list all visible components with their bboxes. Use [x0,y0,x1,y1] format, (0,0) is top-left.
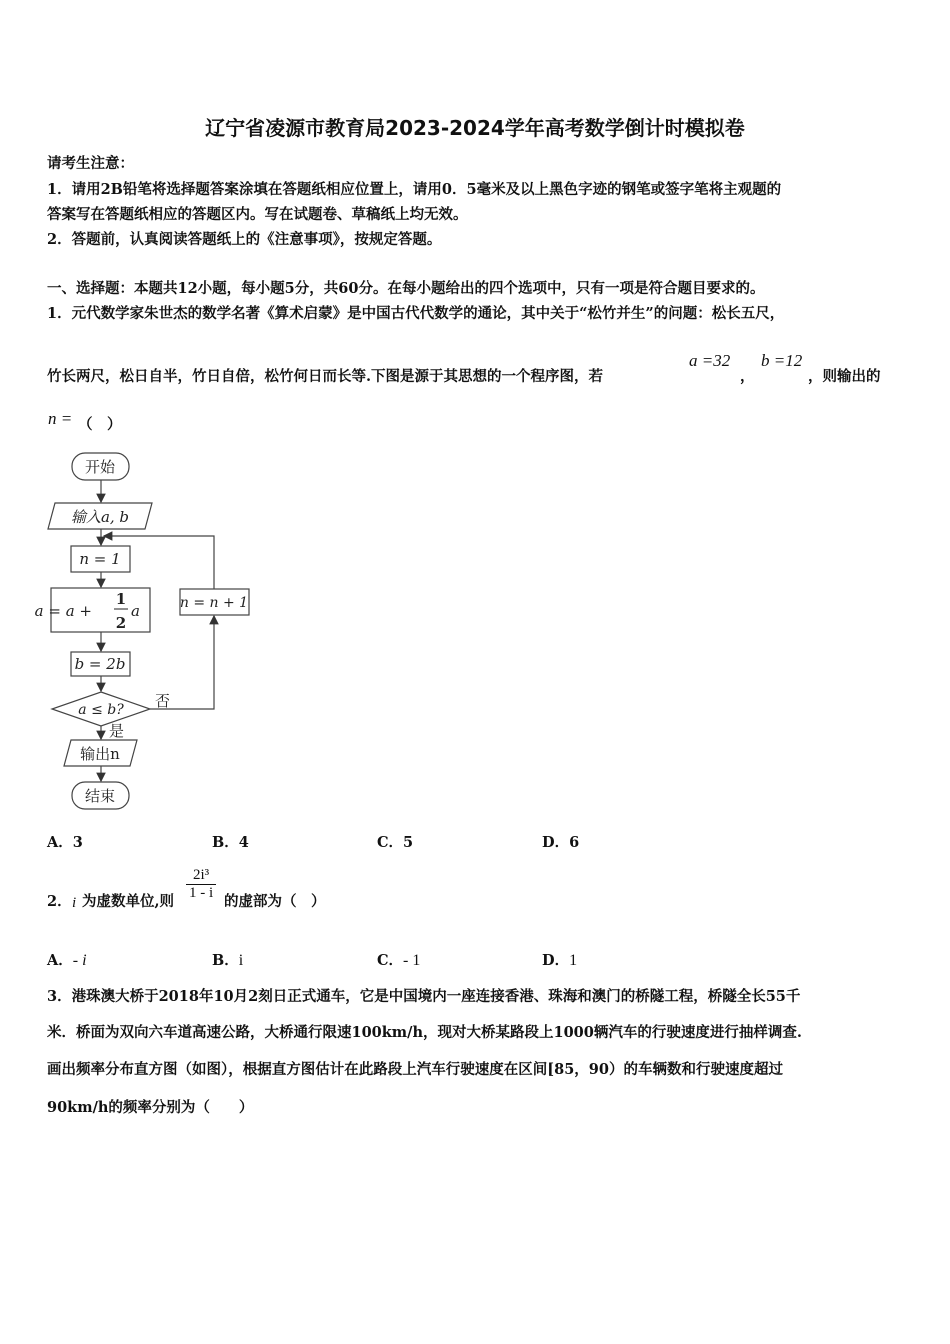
page-title: 辽宁省凌源市教育局2023-2024学年高考数学倒计时模拟卷 [205,116,745,140]
program-flowchart [0,440,300,820]
flowchart-input-label: 输入a, b [70,508,130,526]
q1-n-eq: n = [48,409,73,428]
notice-item-1-line-1: 1．请用2B铅笔将选择题答案涂填在答题纸相应位置上，请用0．5毫米及以上黑色字迹的钢笔或签字笔将主观题的 [47,181,782,198]
flowchart-update-a-tail: a [131,602,140,620]
flowchart-no-label: 否 [155,692,171,710]
q1-line-2-tail: ，则输出的 [808,368,881,385]
flowchart-update-b-label: b = 2b [74,655,126,673]
q1-option-a: A．3 [47,834,83,851]
q2-text-1: 为虚数单位,则 [82,893,175,910]
flowchart-end-label: 结束 [84,787,116,805]
flowchart-update-a-denominator: 2 [115,614,127,632]
notice-item-2: 2．答题前，认真阅读答题纸上的《注意事项》，按规定答题。 [47,231,442,248]
notice-item-1-line-2: 答案写在答题纸相应的答题区内。写在试题卷、草稿纸上均无效。 [47,206,468,223]
q3-line-3: 画出频率分布直方图（如图），根据直方图估计在此路段上汽车行驶速度在区间[85，90）的车辆数和行驶速度超过 [47,1061,783,1078]
q2-fraction-numerator: 2i³ [186,867,216,885]
flowchart-output-label: 输出n [80,745,120,763]
flowchart-update-a-lhs: a = a + [34,602,92,620]
q1-line-2: 竹长两尺，松日自半，竹日自倍，松竹何日而长等.下图是源于其思想的一个程序图，若 [47,368,604,385]
q2-text-2: 的虚部为（ ） [224,893,326,910]
q3-line-2: 米．桥面为双向六车道高速公路，大桥通行限速100km/h，现对大桥某路段上1000辆汽车的行驶速度进行抽样调查. [47,1024,802,1041]
q1-option-d: D．6 [542,834,580,851]
flowchart-yes-label: 是 [109,722,125,740]
q3-line-4: 90km/h的频率分别为（ ） [47,1099,254,1116]
q1-line-1: 1．元代数学家朱世杰的数学名著《算术启蒙》是中国古代代数学的通论，其中关于“松竹并生”的问题：松长五尺， [47,305,785,322]
flowchart-start-label: 开始 [84,458,116,476]
q3-line-1: 3．港珠澳大桥于2018年10月2刻日正式通车，它是中国境内一座连接香港、珠海和澳门的桥隧工程，桥隧全长55千 [47,988,801,1005]
notice-heading: 请考生注意： [47,155,134,172]
q2-option-a: A．- i [47,952,87,969]
q2-fraction [186,867,216,902]
q2-option-b: B．i [212,952,244,969]
flowchart-condition-label: a ≤ b? [78,702,124,718]
q2-option-c: C．- 1 [377,952,421,969]
q2-number: 2． [47,893,72,910]
q2-option-d: D．1 [542,952,578,969]
q1-answer-paren: （ ） [78,416,122,433]
q1-b-value: b =12 [761,351,803,370]
q2-i-symbol: i [72,895,77,911]
flowchart-increment-label: n = n + 1 [179,595,249,611]
flowchart-update-a-numerator: 1 [115,590,127,608]
section-1-heading: 一、选择题：本题共12小题，每小题5分，共60分。在每小题给出的四个选项中，只有一项是符合题目要求的。 [47,280,765,297]
q1-comma: ， [740,368,755,385]
q1-a-value: a =32 [689,351,731,370]
q1-option-c: C．5 [377,834,414,851]
q2-fraction-denominator: 1 - i [189,885,214,901]
q1-option-b: B．4 [212,834,249,851]
flowchart-init-label: n = 1 [79,550,121,568]
